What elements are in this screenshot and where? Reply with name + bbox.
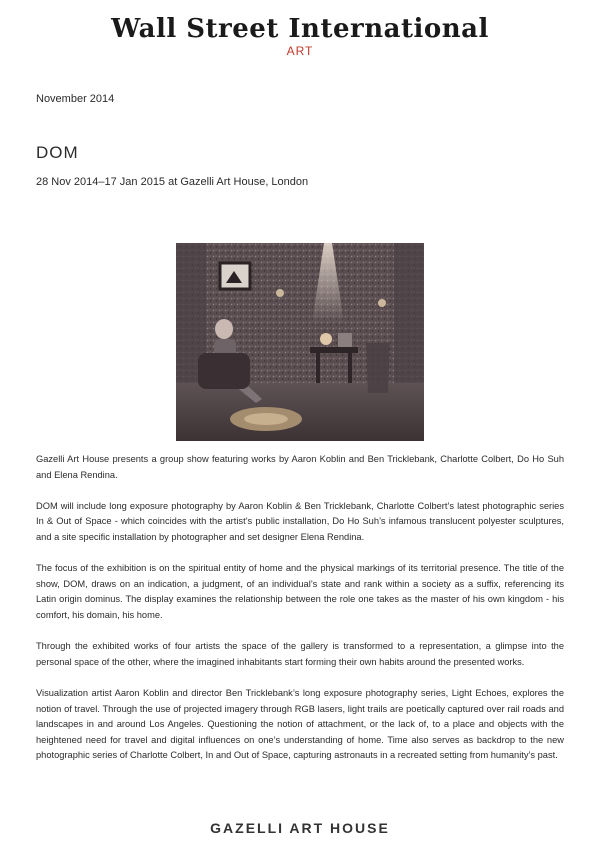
body-paragraph-5: Visualization artist Aaron Koblin and director Ben Tricklebank’s long exposure photography series, Light Echoes, explores the notion of travel. Through the use of projected imagery through RGB lasers, light trails are poetically captured over rail roads and landscapes in and around Los Angeles. Questioning the notion of attachment, or the lack of, to a place and objects with the heightened need for travel and digital influences on one’s understanding of home. Time also serves as backdrop to the new photographic series of Charlotte Colbert, In and Out of Space, capturing astronauts in a recreated setting from humanity’s past. (36, 687, 564, 761)
article-date: November 2014 (36, 93, 115, 105)
masthead-title: Wall Street International (111, 14, 489, 44)
masthead (0, 14, 600, 58)
body-paragraph-1: Gazelli Art House presents a group show featuring works by Aaron Koblin and Ben Tricklebank, Charlotte Colbert, Do Ho Suh and Elena Rendina. (36, 454, 564, 480)
body-paragraph-2: DOM will include long exposure photography by Aaron Koblin & Ben Tricklebank, Charlotte Colbert’s latest photographic series In & Out of Space - which coincides with the artist’s public installation, Do Ho Suh’s infamous translucent polyester sculptures, and a site specific installation by photographer and set designer Elena Rendina. (36, 500, 564, 542)
gazelli-logo: GAZELLI ART HOUSE (210, 820, 390, 836)
masthead-section: ART (286, 44, 314, 58)
exhibition-photo-illustration (176, 243, 424, 441)
body-paragraph-4: Through the exhibited works of four artists the space of the gallery is transformed to a representation, a glimpse into the personal space of the other, where the imagined inhabitants start forming their own habits around the presented works. (36, 641, 564, 667)
article-body (36, 452, 564, 779)
body-paragraph-3: The focus of the exhibition is on the spiritual entity of home and the physical markings of its territorial presence. The title of the show, DOM, draws on an indication, a judgment, of an individual’s state and rank within a society as a suffix, referencing its Latin origin dominus. The display examines the relationship between the role one takes as the master of his own kingdom - his comfort, his domain, his home. (36, 563, 564, 620)
article-title: DOM (36, 143, 79, 162)
article-subtitle: 28 Nov 2014–17 Jan 2015 at Gazelli Art House, London (36, 176, 309, 188)
exhibition-photo (176, 243, 424, 441)
